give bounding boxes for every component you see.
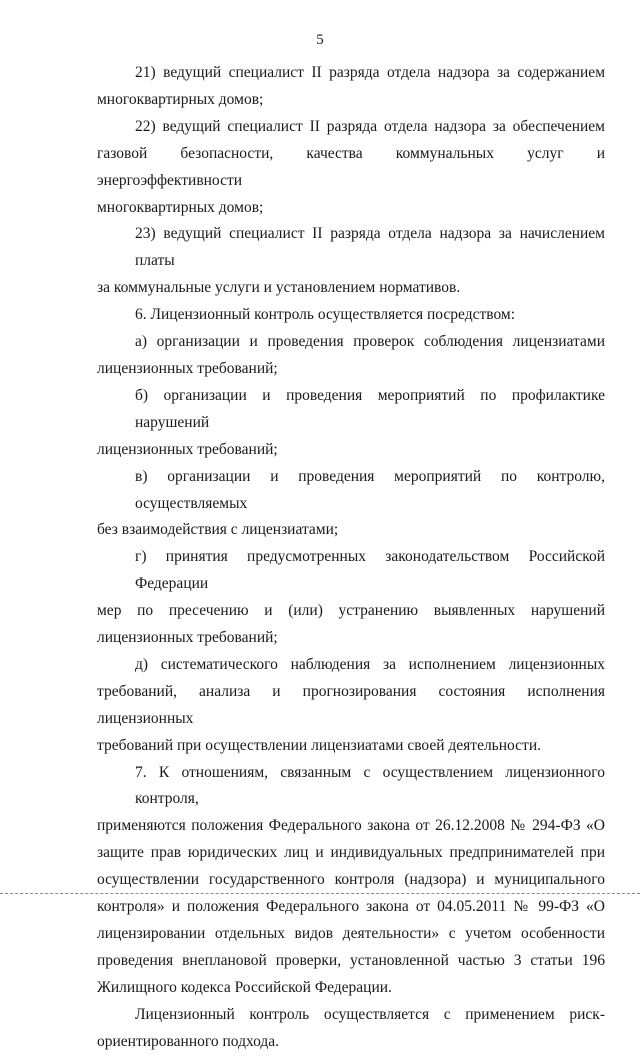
text-line: б) организации и проведения мероприятий по профилактике нарушений [135, 386, 605, 431]
paragraph-pg [97, 544, 605, 652]
text-line: Жилищного кодекса Российской Федерации. [97, 978, 392, 996]
text-line: защите прав юридических лиц и индивидуальных предпринимателей при [97, 844, 605, 862]
text-line: ориентированного подхода. [97, 1032, 280, 1050]
page-number: 5 [316, 32, 324, 48]
text-line: лицензионных требований; [97, 359, 278, 377]
paragraph-p8 [97, 1002, 605, 1056]
text-line: 23) ведущий специалист II разряда отдела надзора за начислением платы [135, 225, 605, 270]
text-line: применяются положения Федерального закона от 26.12.2008 № 294-ФЗ «О [97, 817, 605, 835]
text-line: многоквартирных домов; [97, 90, 264, 108]
page-bottom-edge [0, 893, 640, 894]
text-line: г) принятия предусмотренных законодательством Российской Федерации [135, 548, 605, 593]
paragraph-p6 [97, 302, 605, 329]
paragraph-pa [97, 329, 605, 383]
text-line: мер по пресечению и (или) устранению выявленных нарушений [97, 602, 605, 620]
paragraph-p22 [97, 114, 605, 222]
text-line: в) организации и проведения мероприятий по контролю, осуществляемых [135, 467, 605, 512]
text-line: требований при осуществлении лицензиатами своей деятельности. [97, 736, 542, 754]
text-line: 22) ведущий специалист II разряда отдела надзора за обеспечением [135, 117, 605, 135]
text-line: за коммунальные услуги и установлением нормативов. [97, 279, 461, 297]
text-line: Лицензионный контроль осуществляется с применением риск- [135, 1005, 605, 1023]
text-line: лицензионных требований; [97, 440, 278, 458]
text-line: контроля» и положения Федерального закона от 04.05.2011 № 99-ФЗ «О [97, 898, 605, 916]
text-line: газовой безопасности, качества коммунальных услуг и энергоэффективности [97, 144, 605, 189]
paragraph-p23 [97, 221, 605, 302]
text-line: 6. Лицензионный контроль осуществляется посредством: [135, 306, 516, 324]
text-line: лицензировании отдельных видов деятельности» с учетом особенности [97, 925, 605, 942]
text-line: многоквартирных домов; [97, 198, 264, 216]
paragraph-p7 [97, 760, 605, 1002]
paragraph-pv [97, 464, 605, 545]
text-line: 21) ведущий специалист II разряда отдела надзора за содержанием [135, 64, 605, 81]
text-line: проведения внеплановой проверки, установленной частью 3 статьи 196 [97, 951, 605, 969]
paragraph-p21 [97, 60, 605, 114]
text-line: 7. К отношениям, связанным с осуществлением лицензионного контроля, [135, 763, 605, 808]
text-line: без взаимодействия с лицензиатами; [97, 521, 339, 539]
paragraph-pd [97, 652, 605, 760]
text-line: а) организации и проведения проверок соблюдения лицензиатами [135, 333, 605, 351]
paragraph-pb [97, 383, 605, 464]
text-line: требований, анализа и прогнозирования состояния исполнения лицензионных [97, 682, 605, 727]
text-line: д) систематического наблюдения за исполнением лицензионных [135, 655, 605, 673]
document-body [97, 60, 605, 1056]
text-line: лицензионных требований; [97, 629, 278, 647]
text-line: осуществлении государственного контроля (надзора) и муниципального [97, 871, 605, 889]
